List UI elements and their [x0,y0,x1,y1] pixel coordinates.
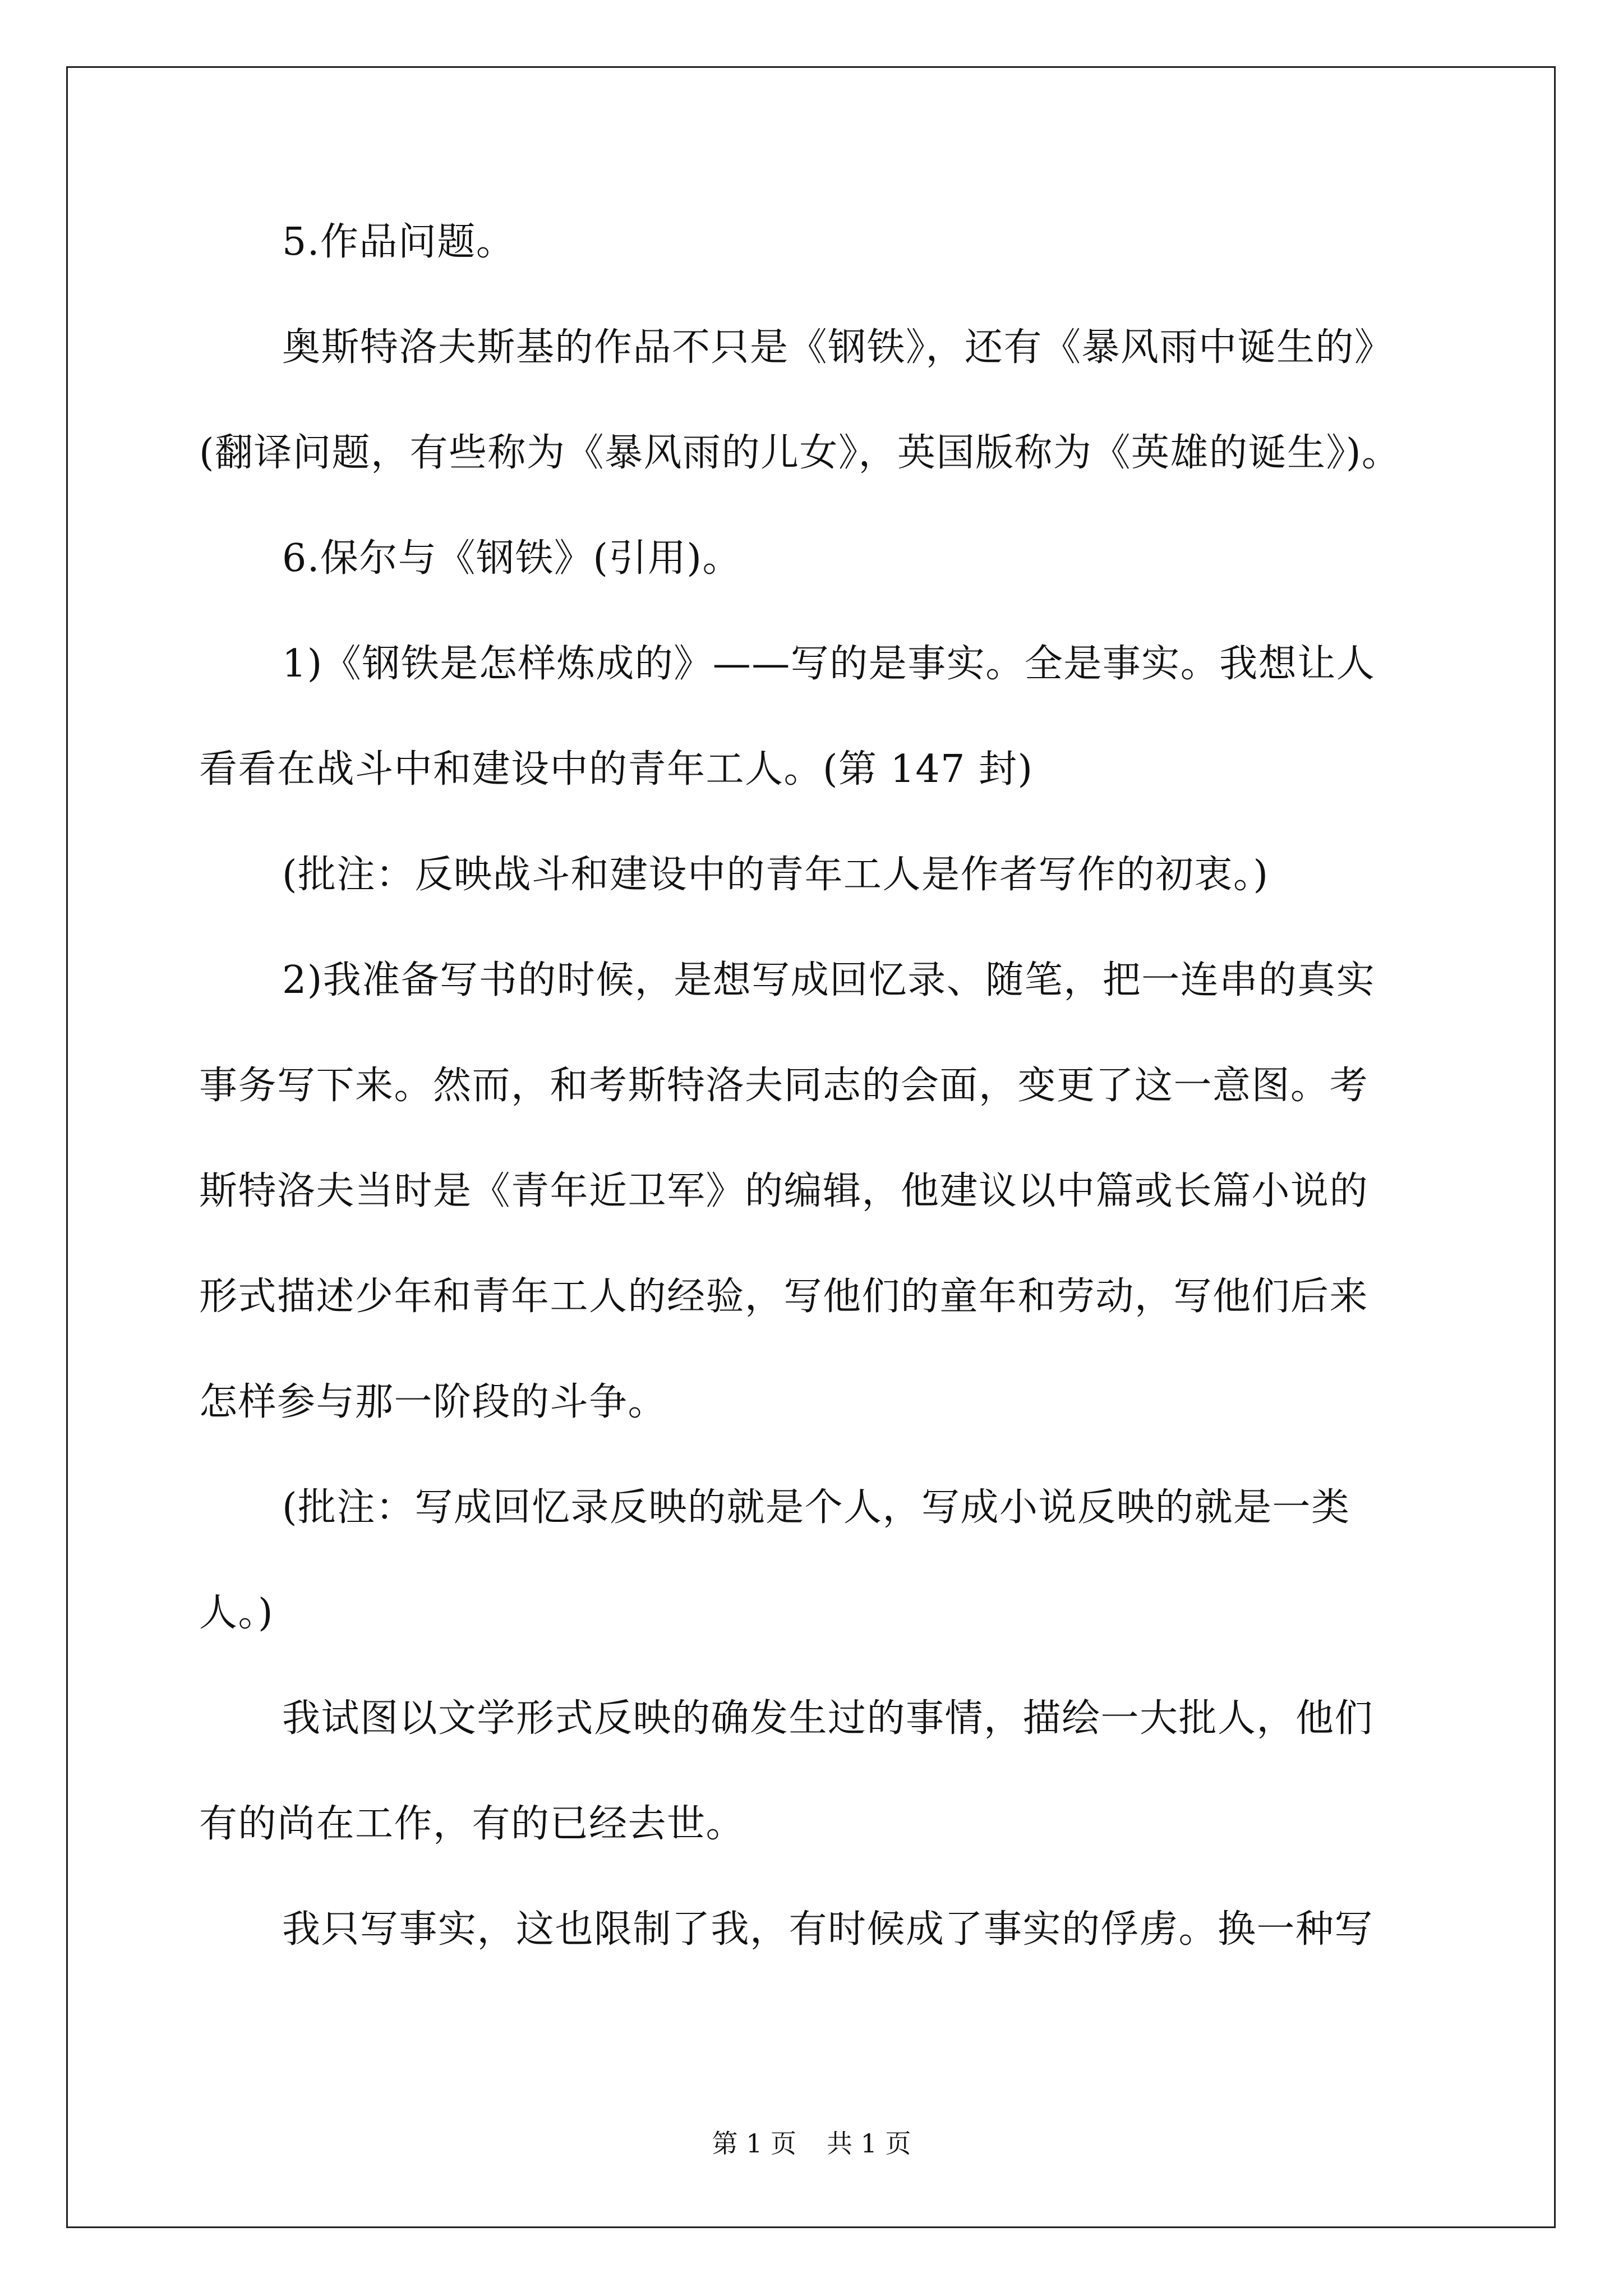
page-number: 第 1 页 [712,2128,796,2159]
text-line: 人。) [199,1591,274,1635]
text-line: 我只写事实，这也限制了我，有时候成了事实的俘虏。换一种写 [282,1907,1374,1952]
text-line: 斯特洛夫当时是《青年近卫军》的编辑，他建议以中篇或长篇小说的 [199,1169,1369,1213]
text-line: 我试图以文学形式反映的确发生过的事情，描绘一大批人，他们 [282,1696,1374,1741]
text-line: 形式描述少年和青年工人的经验，写他们的童年和劳动，写他们后来 [199,1274,1369,1319]
text-line: 5.作品问题。 [282,220,515,264]
text-line: 2)我准备写书的时候，是想写成回忆录、随笔，把一连串的真实 [282,958,1376,1002]
text-line: 怎样参与那一阶段的斗争。 [199,1380,667,1424]
text-line: 有的尚在工作，有的已经去世。 [199,1802,745,1846]
text-line: (翻译问题，有些称为《暴风雨的儿女》，英国版称为《英雄的诞生》)。 [199,431,1401,475]
page-total: 共 1 页 [827,2128,911,2159]
text-line: 6.保尔与《钢铁》(引用)。 [282,536,741,581]
text-line: 1)《钢铁是怎样炼成的》——写的是事实。全是事实。我想让人 [282,642,1376,686]
text-line: 看看在战斗中和建设中的青年工人。(第 147 封) [199,747,1034,792]
page-footer [0,2128,1623,2159]
text-line: (批注：写成回忆录反映的就是个人，写成小说反映的就是一类 [282,1485,1350,1530]
text-line: 事务写下来。然而，和考斯特洛夫同志的会面，变更了这一意图。考 [199,1064,1369,1108]
document-body [199,220,1433,2013]
text-line: 奥斯特洛夫斯基的作品不只是《钢铁》，还有《暴风雨中诞生的》 [282,325,1394,370]
text-line: (批注：反映战斗和建设中的青年工人是作者写作的初衷。) [282,853,1269,897]
